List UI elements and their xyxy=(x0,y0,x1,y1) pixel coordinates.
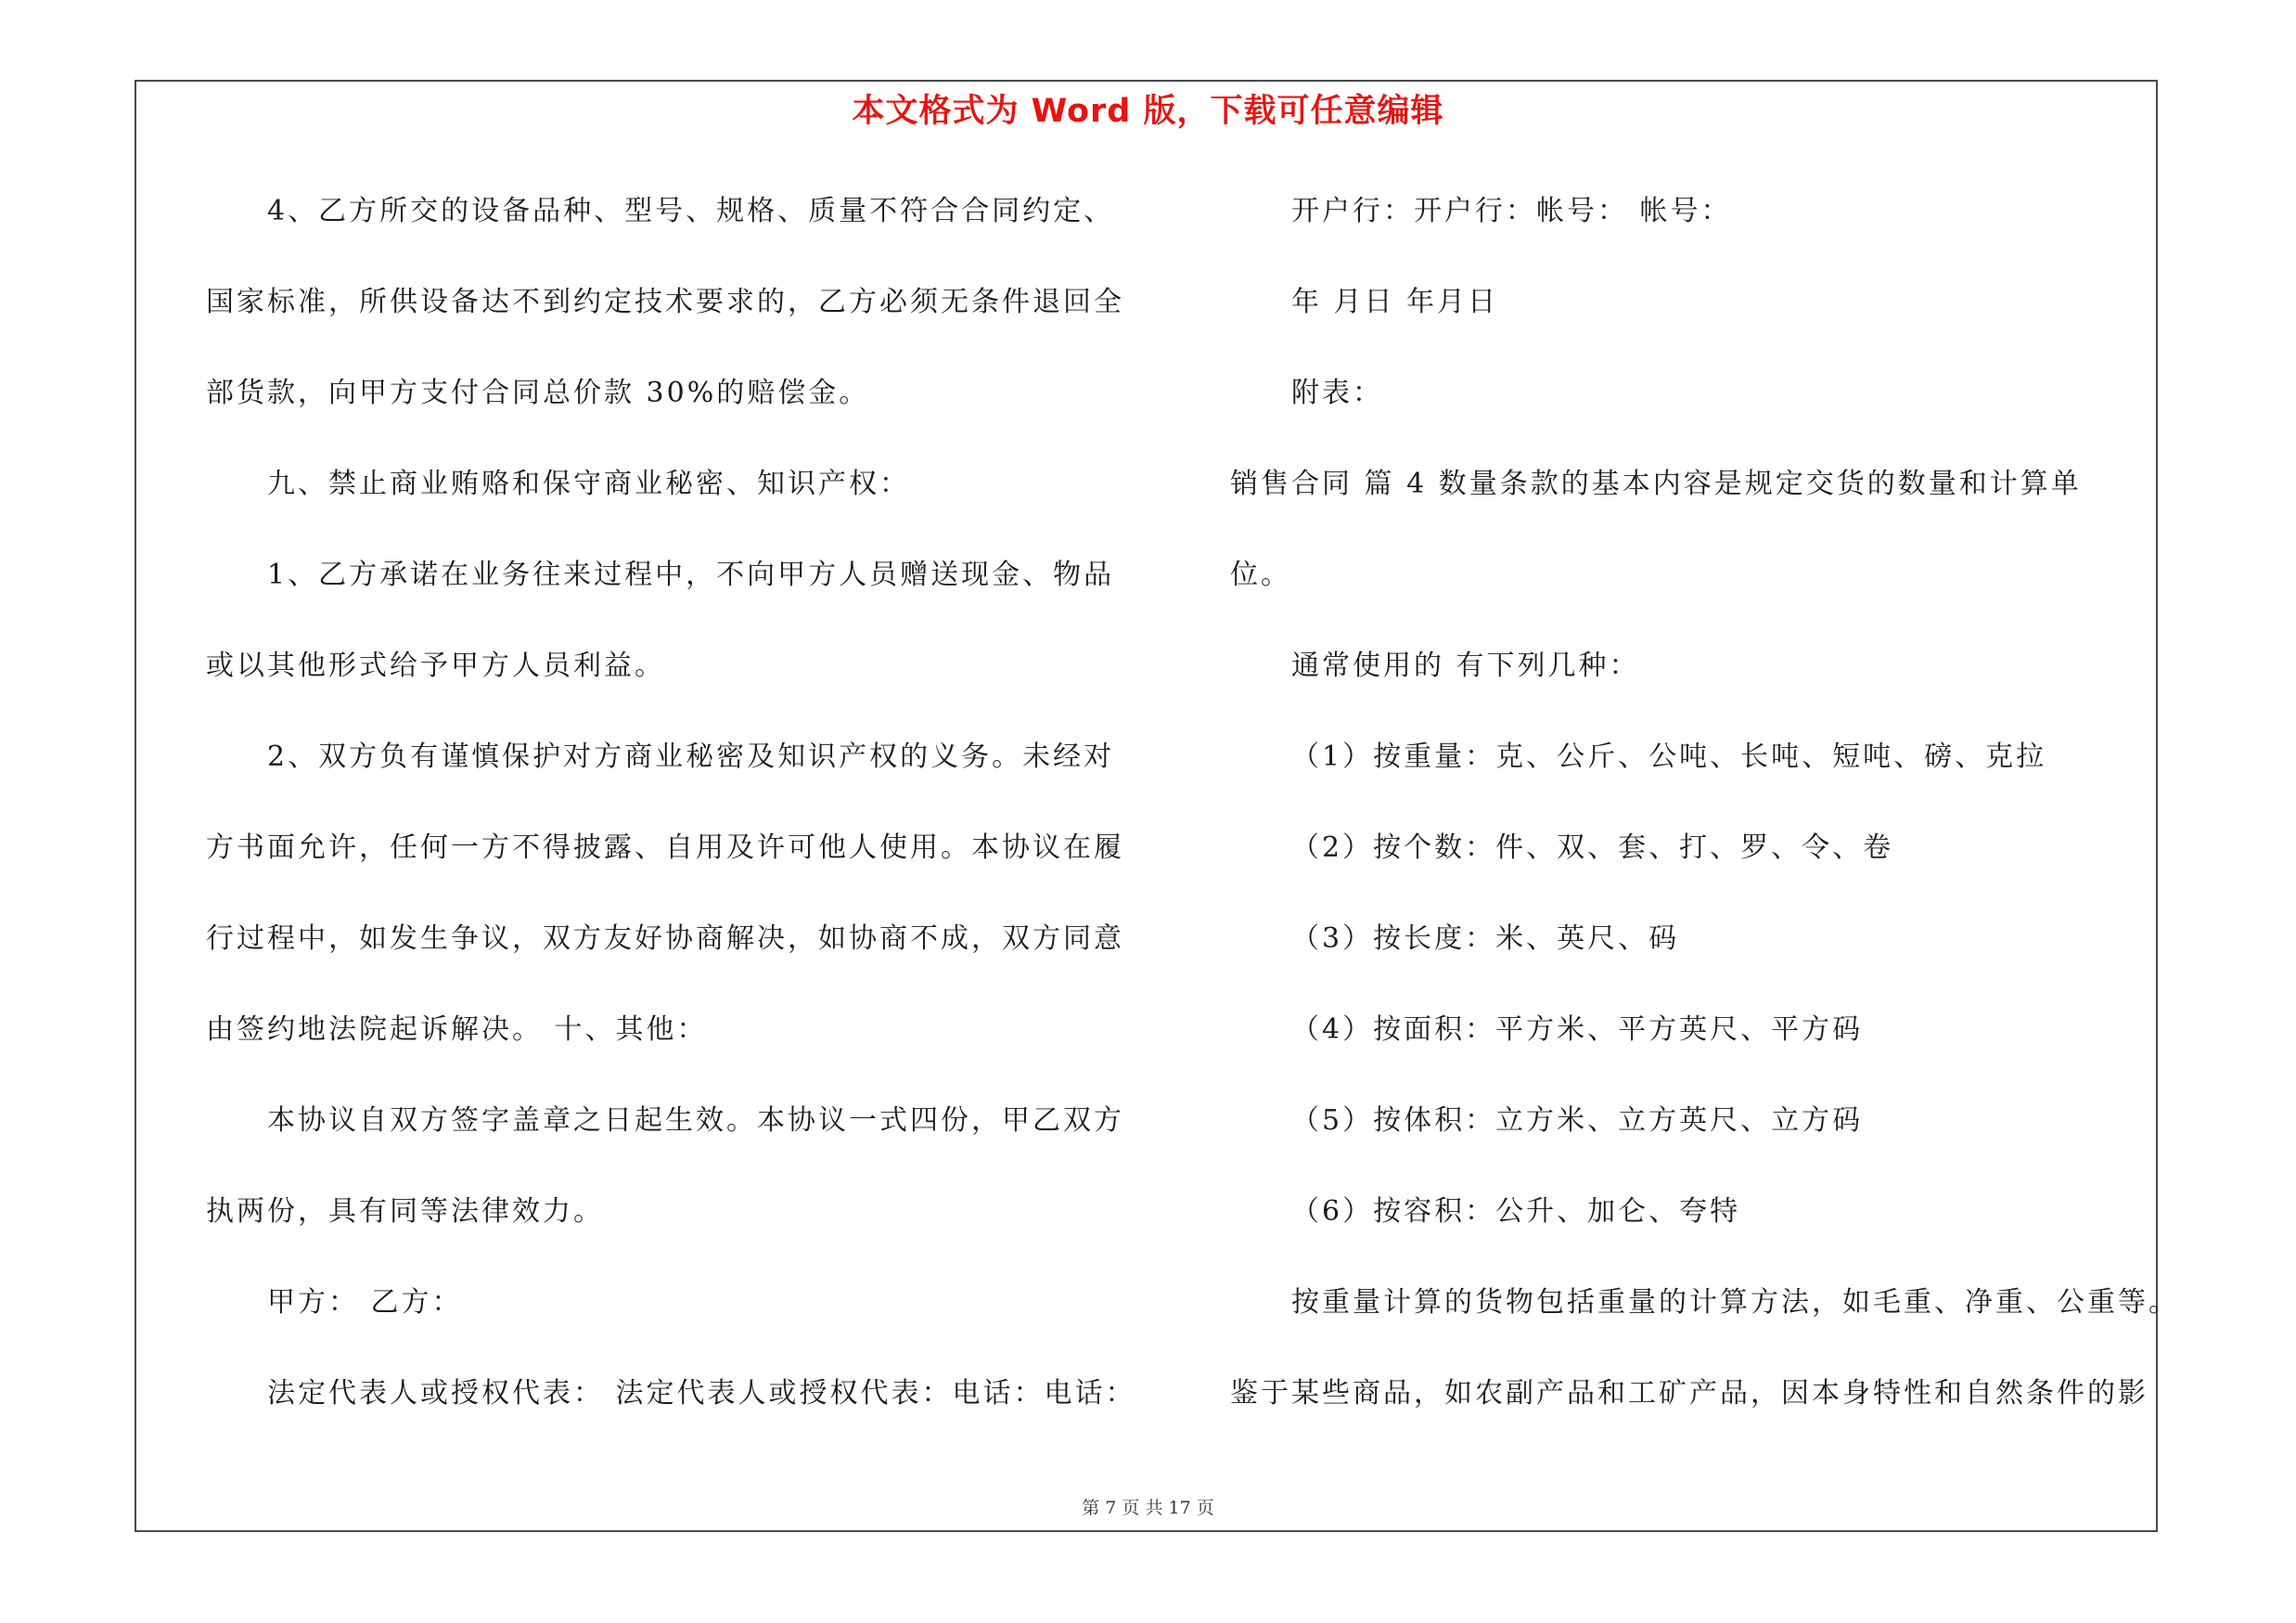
paragraph-line: 由签约地法院起诉解决。 十、其他： xyxy=(206,1013,708,1046)
page-number: 第 7 页 共 17 页 xyxy=(1082,1498,1214,1518)
paragraph-line: 1、乙方承诺在业务往来过程中，不向甲方人员赠送现金、物品 xyxy=(267,559,1115,591)
paragraph-line: （5）按体积：立方米、立方英尺、立方码 xyxy=(1291,1104,1864,1137)
paragraph-line: 销售合同 篇 4 数量条款的基本内容是规定交货的数量和计算单 xyxy=(1230,468,2082,500)
paragraph-line: （6）按容积：公升、加仑、夸特 xyxy=(1291,1195,1741,1228)
paragraph-line: 本协议自双方签字盖章之日起生效。本协议一式四份，甲乙双方 xyxy=(267,1104,1124,1137)
paragraph-line: 附表： xyxy=(1291,377,1383,409)
paragraph-line: 位。 xyxy=(1230,559,1291,591)
paragraph-line: 或以其他形式给予甲方人员利益。 xyxy=(206,650,665,682)
paragraph-line: （2）按个数：件、双、套、打、罗、令、卷 xyxy=(1291,831,1894,864)
right-column xyxy=(1230,176,2179,1449)
paragraph-line: （1）按重量：克、公斤、公吨、长吨、短吨、磅、克拉 xyxy=(1291,741,2047,773)
banner-notice: 本文格式为 Word 版，下载可任意编辑 xyxy=(852,93,1444,130)
paragraph-line: 按重量计算的货物包括重量的计算方法，如毛重、净重、公重等。 xyxy=(1291,1286,2179,1319)
paragraph-line: 开户行：开户行：帐号： 帐号： xyxy=(1291,195,1732,227)
paragraph-line: 法定代表人或授权代表： 法定代表人或授权代表：电话：电话： xyxy=(267,1377,1136,1410)
paragraph-line: （3）按长度：米、英尺、码 xyxy=(1291,922,1680,955)
paragraph-line: 4、乙方所交的设备品种、型号、规格、质量不符合合同约定、 xyxy=(267,195,1115,227)
paragraph-line: 行过程中，如发生争议，双方友好协商解决，如协商不成，双方同意 xyxy=(206,922,1124,955)
paragraph-line: （4）按面积：平方米、平方英尺、平方码 xyxy=(1291,1013,1864,1046)
paragraph-line: 国家标准，所供设备达不到约定技术要求的，乙方必须无条件退回全 xyxy=(206,286,1124,318)
left-column xyxy=(206,176,1138,1449)
paragraph-line: 年 月日 年月日 xyxy=(1291,286,1499,318)
paragraph-line: 部货款，向甲方支付合同总价款 30%的赔偿金。 xyxy=(206,377,870,409)
paragraph-line: 鉴于某些商品，如农副产品和工矿产品，因本身特性和自然条件的影 xyxy=(1230,1377,2148,1410)
paragraph-line: 方书面允许，任何一方不得披露、自用及许可他人使用。本协议在履 xyxy=(206,831,1124,864)
paragraph-line: 2、双方负有谨慎保护对方商业秘密及知识产权的义务。未经对 xyxy=(267,741,1115,773)
paragraph-line: 执两份，具有同等法律效力。 xyxy=(206,1195,604,1228)
paragraph-line: 甲方： 乙方： xyxy=(267,1286,463,1319)
paragraph-line: 通常使用的 有下列几种： xyxy=(1291,650,1640,682)
paragraph-line: 九、禁止商业贿赂和保守商业秘密、知识产权： xyxy=(267,468,910,500)
